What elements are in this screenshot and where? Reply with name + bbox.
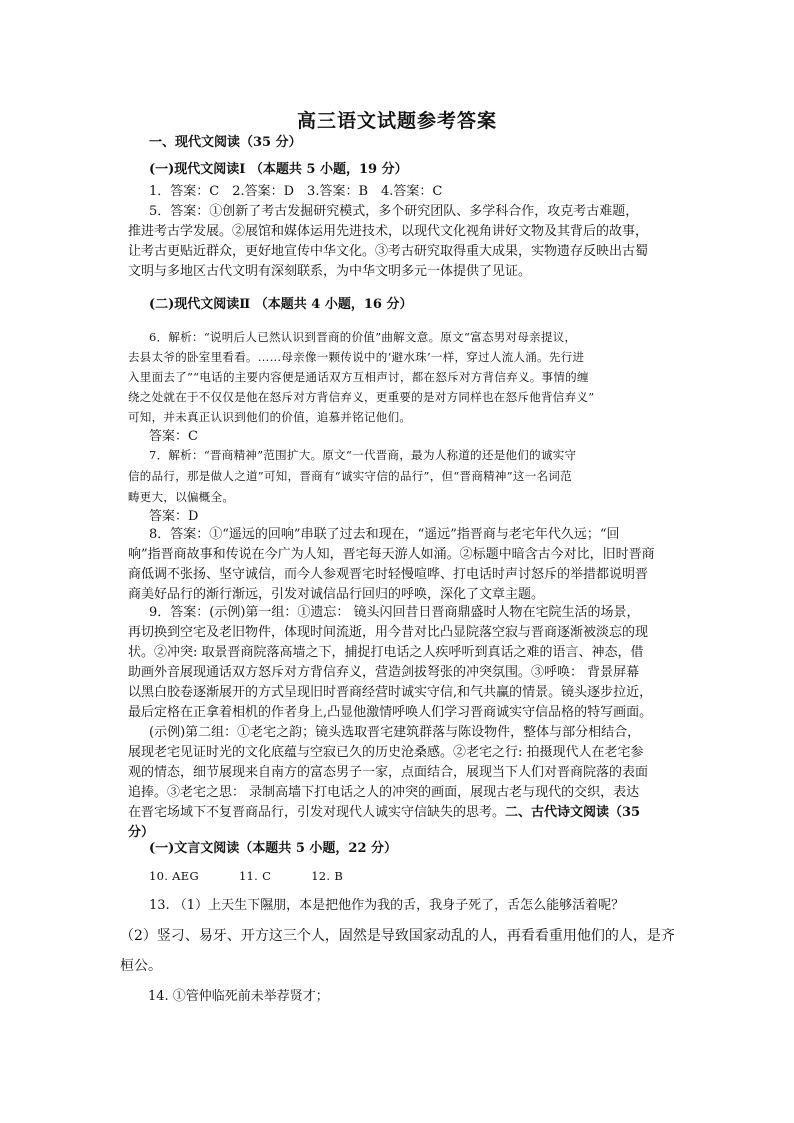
answer-line: 观的情态，细节展现来自南方的富态男子一家，点面结合，展现当下人们对晋商院落的表面: [128, 765, 649, 780]
answer-line: 商美好品行的渐行渐远，引发对诚信品行回归的呼唤，深化了文章主题。: [128, 587, 545, 602]
subsection-heading: (二)现代文阅读Ⅱ （本题共 4 小题，16 分）: [149, 297, 413, 312]
answer-line: 7．解析：“晋商精神”范围扩大。原文“一代晋商，最为人称道的还是他们的诚实守: [149, 448, 577, 462]
answer-line: 展现老宅见证时光的文化底蕴与空寂已久的历史沧桑感。②老宅之行: 拍摄现代人在老宅参: [128, 745, 644, 760]
answer-line: 8．答案：①“遥远的回响”串联了过去和现在，“遥远”指晋商与老宅年代久远；“回: [149, 527, 620, 542]
answer-line: [149, 867, 669, 885]
answer-line: 绕之处就在于不仅仅是他在怒斥对方背信弃义，更重要的是对方同样也在怒斥他背信弃义”: [128, 390, 595, 404]
answer-line: 桓公。: [120, 958, 162, 974]
answer-line: 助画外音展现通话双方怒斥对方背信弃义，营造剑拔弩张的冲突氛围。③呼唤： 背景屏幕: [128, 665, 640, 680]
answer-line: [128, 804, 648, 822]
answer-line: （2）竖刁、易牙、开方这三个人，固然是导致国家动乱的人，再看看重用他们的人，是齐: [120, 928, 675, 944]
answer-line: 13. （1）上天生下隰朋，本是把他作为我的舌，我身子死了，舌怎么能够活着呢？: [149, 898, 625, 913]
answer-line: 响”指晋商故事和传说在今广为人知，晋宅每天游人如涌。②标题中暗含古今对比，旧时晋商: [128, 547, 655, 562]
answer-12: 12. B: [311, 869, 344, 883]
answer-text: 在晋宅场域下不复晋商品行，引发对现代人诚实守信缺失的思考。: [128, 805, 506, 820]
page-title: 高三语文试题参考答案: [296, 110, 497, 132]
answer-line: 再切换到空宅及老旧物件，体现时间流逝，用今昔对比凸显院落空寂与晋商逐渐被淡忘的现: [128, 625, 649, 640]
answer-line: 追捧。③老宅之思： 录制高墙下打电话之人的冲突的画面，展现古老与现代的交织，表达: [128, 785, 640, 800]
answer-line: 5．答案：①创新了考古发掘研究模式，多个研究团队、多学科合作，攻克考古难题，: [149, 204, 639, 219]
answer-line: 以黑白胶卷逐渐展开的方式呈现旧时晋商经营时诚实守信,和气共赢的情景。镜头逐步拉近，: [128, 685, 653, 700]
section-heading-tail: 分）: [128, 825, 155, 840]
answer-line: 状。②冲突: 取景晋商院落高墙之下，捕捉打电话之人疾呼听到真话之难的语言、神态，借: [128, 645, 644, 660]
answer-11: 11. C: [238, 869, 272, 883]
answer-line: 去县太爷的卧室里看看。……母亲像一颗传说中的‘避水珠’一样，穿过人流人涌。先行进: [128, 350, 585, 364]
subsection-heading: (一)现代文阅读Ⅰ （本题共 5 小题，19 分）: [149, 162, 408, 177]
answer-line: 6．解析：“说明后人已然认识到晋商的价值”曲解文意。原文“富态男对母亲提议，: [149, 330, 577, 344]
answer-line: 答案：C: [149, 429, 198, 444]
answer-line: 入里面去了”“电话的主要内容便是通话双方互相声讨，都在怒斥对方背信弃义。事情的缠: [128, 370, 589, 384]
answer-line: 畴更大，以偏概全。: [128, 490, 235, 504]
section-heading: 一、现代文阅读（35 分）: [149, 135, 302, 150]
answer-10: 10. AEG: [149, 869, 199, 883]
answer-line: 1．答案：C 2.答案：D 3.答案：B 4.答案：C: [149, 184, 443, 199]
subsection-heading: (一)文言文阅读（本题共 5 小题，22 分）: [149, 841, 398, 856]
answer-line: 9．答案：(示例)第一组：①遗忘： 镜头闪回昔日晋商鼎盛时人物在宅院生活的场景，: [149, 605, 640, 620]
answer-line: 推进考古学发展。②展馆和媒体运用先进技术，以现代文化视角讲好文物及其背后的故事，: [128, 224, 649, 239]
answer-line: 14. ①管仲临死前未举荐贤才；: [148, 989, 329, 1004]
answer-line: 让考古更贴近群众，更好地宣传中华文化。③考古研究取得重大成果，实物遗存反映出古蜀: [128, 244, 649, 259]
answer-line: 文明与多地区古代文明有深刻联系，为中华文明多元一体提供了见证。: [128, 264, 532, 279]
answer-line: 答案：D: [149, 509, 199, 524]
answer-line: 最后定格在正拿着相机的作者身上,凸显他激情呼唤人们学习晋商诚实守信品格的特写画面。: [128, 705, 653, 720]
answer-line: 可知，并未真正认识到他们的价值，追慕并铭记他们。: [128, 410, 412, 424]
answer-line: 商低调不张扬、坚守诚信，而今人参观晋宅时轻慢喧哗、打电话时声讨怒斥的举措都说明晋: [128, 567, 649, 582]
answer-line: 信的品行，那是做人之道”可知，晋商有“诚实守信的品行”，但“晋商精神”这一名词范: [128, 469, 572, 483]
answer-line: (示例)第二组：①老宅之韵；镜头选取晋宅建筑群落与陈设物件，整体与部分相结合，: [149, 725, 641, 740]
section-heading: 二、古代诗文阅读（35: [505, 805, 641, 820]
